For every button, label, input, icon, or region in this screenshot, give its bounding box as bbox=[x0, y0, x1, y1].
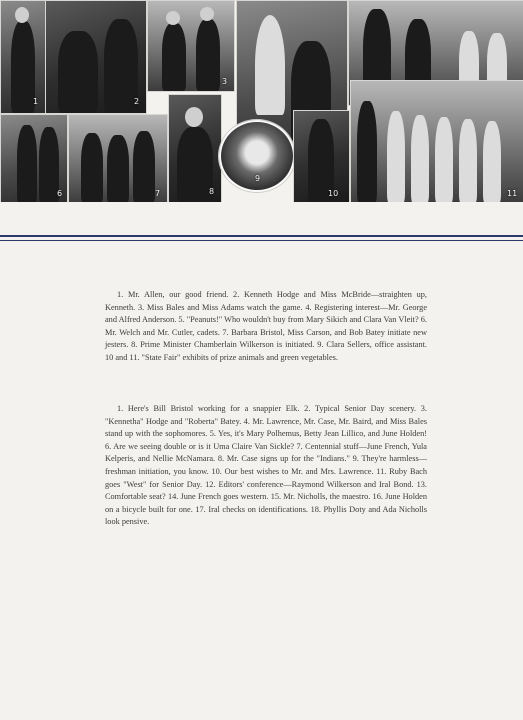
photo-number: 3 bbox=[222, 77, 228, 86]
photo-number: 11 bbox=[507, 189, 518, 198]
photo-number: 7 bbox=[155, 189, 161, 198]
photo-7 bbox=[68, 114, 168, 202]
photo-10 bbox=[293, 110, 350, 202]
photo-9 bbox=[219, 120, 295, 192]
photo-number: 8 bbox=[209, 187, 215, 196]
divider-rule bbox=[0, 235, 523, 237]
photo-number: 9 bbox=[255, 174, 261, 183]
caption-block-1: 1. Mr. Allen, our good friend. 2. Kenneth Hodge and Miss McBride—straighten up, Kenneth. 3. Miss Bales and Miss Adams watch the game. 4. Registering interest—Mr. George and Alfred Anderson. 5. "Peanuts!" Who wouldn't buy from Mary Sikich and Clara Van Vleit? 6. Mr. Welch and Mr. Cutler, cadets. 7. Barbara Bristol, Miss Carson, and Bob Batey initiate new jesters. 8. Prime Minister Chamberlain Wilkerson is initiated. 9. Clara Sellers, office assistant. 10 and 11. "State Fair" exhibits of prize animals and green vegetables. bbox=[105, 290, 427, 362]
photo-1 bbox=[0, 0, 46, 114]
photo-collage bbox=[0, 0, 523, 202]
photo-number: 2 bbox=[134, 97, 140, 106]
photo-6 bbox=[0, 114, 68, 202]
photo-2 bbox=[45, 0, 147, 114]
divider-rule bbox=[0, 240, 523, 241]
caption-block-2: 1. Here's Bill Bristol working for a snappier Elk. 2. Typical Senior Day scenery. 3. "Kennetha" Hodge and "Roberta" Batey. 4. Mr. Lawrence, Mr. Case, Mr. Baird, and Miss Bales stand up with the sophomores. 5. Yes, it's Mary Polhemus, Betty Jean Lillico, and June Holden! 6. Are we seeing double or is it Uma Claire Van Sickle? 7. Centennial stuff—June French, Yula Kelperis, and Nellie McNamara. 8. Mr. Case signs up for the "Indians." 9. They're harmless—freshman initiation, you know. 10. Our best wishes to Mr. and Mrs. Lawrence. 11. Ruby Bach goes "West" for Senior Day. 12. Editors' conference—Raymond Wilkerson and Iral Bond. 13. Comfortable seat? 14. June French goes western. 15. Mr. Nicholls, the maestro. 16. June Holden on a bicycle built for one. 17. Iral checks on identifications. 18. Phyllis Doty and Ada Nicholls look pensive. bbox=[105, 404, 427, 527]
photo-number: 6 bbox=[57, 189, 63, 198]
photo-8 bbox=[168, 94, 222, 202]
photo-3 bbox=[147, 0, 235, 92]
photo-number: 1 bbox=[33, 97, 39, 106]
photo-11 bbox=[350, 80, 523, 202]
photo-number: 10 bbox=[328, 189, 339, 198]
